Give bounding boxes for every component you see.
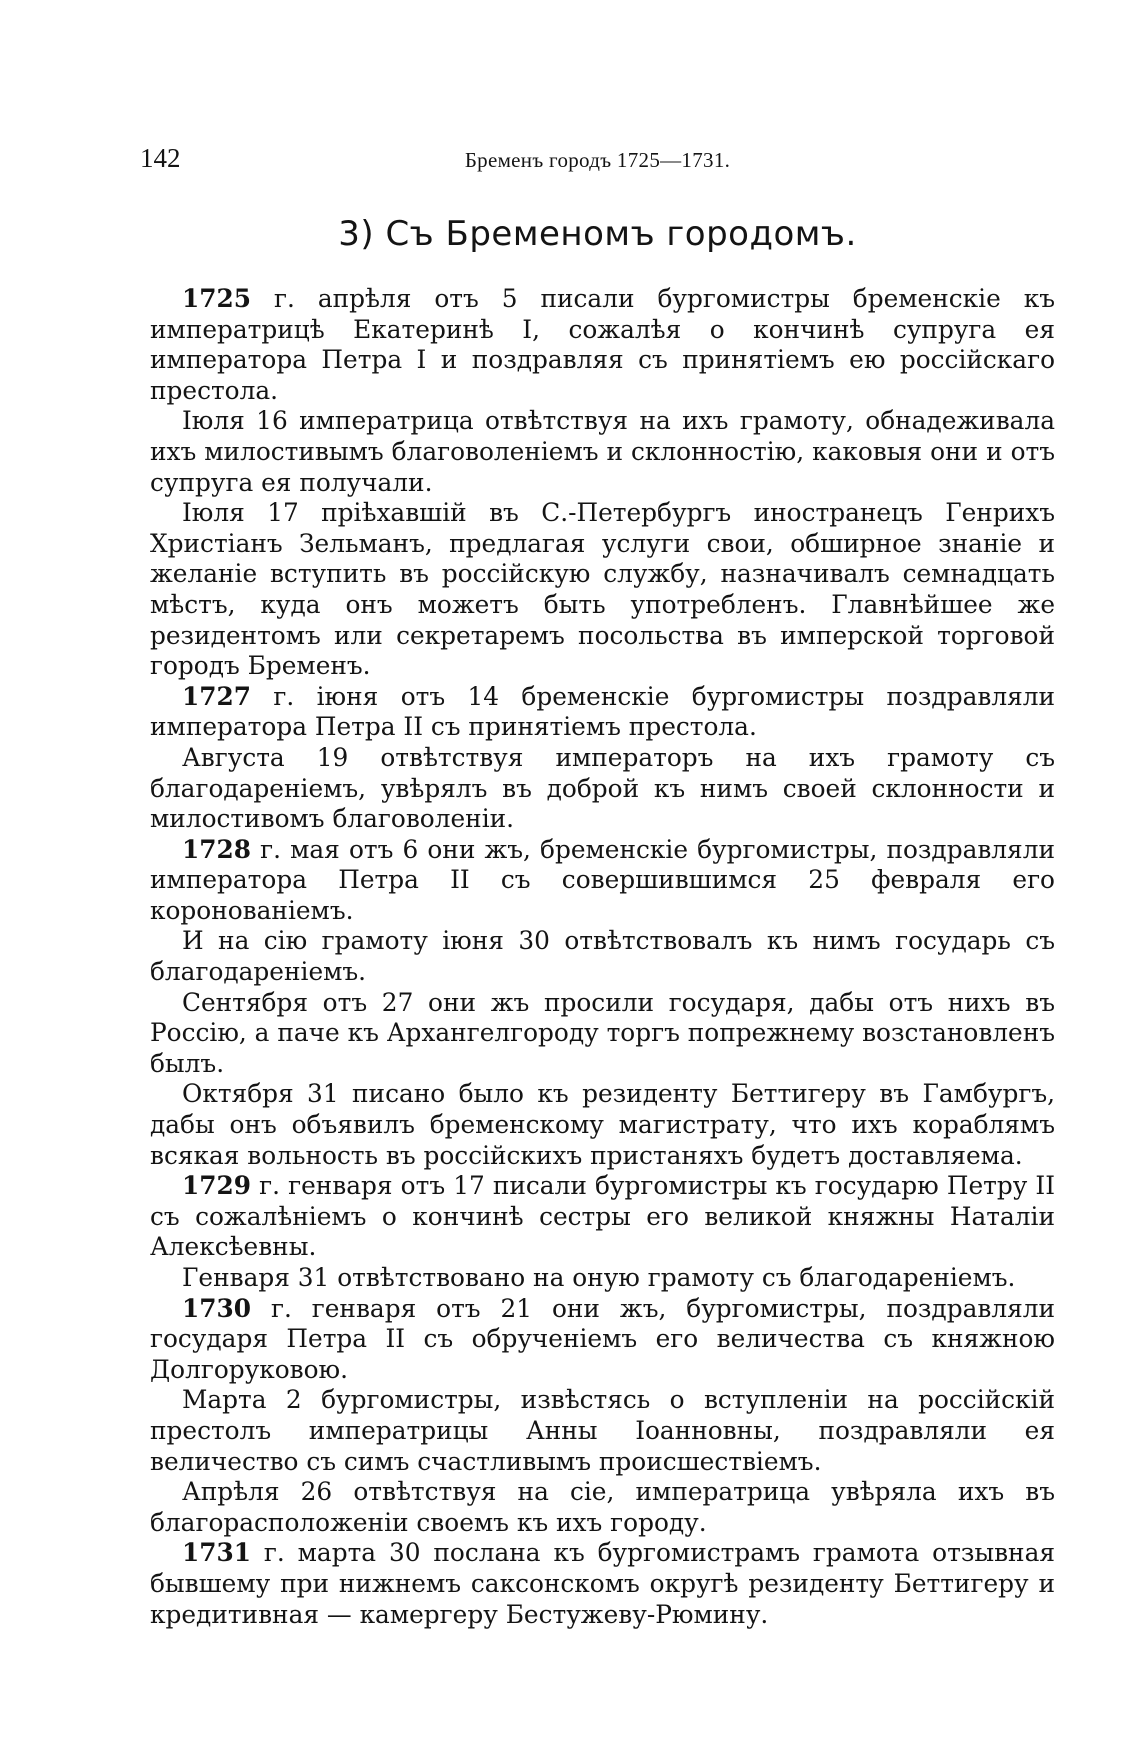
paragraph-text: г. апрѣля отъ 5 писали бургомистры бременскіе къ императрицѣ Екатеринѣ I, сожалѣя о кончинѣ супруга ея императора Петра I и поздравляя съ принятіемъ ею россійскаго престола. xyxy=(150,284,1055,405)
paragraph xyxy=(150,406,1055,498)
page-number: 142 xyxy=(140,143,181,173)
paragraph-text: Октября 31 писано было къ резиденту Беттигеру въ Гамбургъ, дабы онъ объявилъ бременскому магистрату, что ихъ кораблямъ всякая вольность въ россійскихъ пристаняхъ будетъ доставляема. xyxy=(150,1079,1055,1170)
paragraph xyxy=(150,1294,1055,1386)
year-label: 1728 xyxy=(182,834,252,864)
year-label: 1729 xyxy=(182,1171,252,1201)
paragraph xyxy=(150,835,1055,927)
paragraph-text: Апрѣля 26 отвѣтствуя на сіе, императрица увѣряла ихъ въ благорасположеніи своемъ къ ихъ городу. xyxy=(150,1477,1055,1537)
year-label: 1731 xyxy=(182,1538,252,1568)
year-label: 1725 xyxy=(182,284,252,313)
paragraph xyxy=(150,284,1055,406)
paragraph xyxy=(150,1079,1055,1171)
paragraph-text: Іюля 16 императрица отвѣтствуя на ихъ грамоту, обнадеживала ихъ милостивымъ благоволеніемъ и склонностію, каковыя они и отъ супруга ея получали. xyxy=(150,406,1055,497)
body-text xyxy=(150,284,1055,1630)
paragraph xyxy=(150,1263,1055,1294)
paragraph xyxy=(150,498,1055,682)
paragraph-text: г. генваря отъ 17 писали бургомистры къ государю Петру II съ сожалѣніемъ о кончинѣ сестры его великой княжны Наталіи Алексѣевны. xyxy=(150,1171,1055,1262)
year-label: 1730 xyxy=(182,1293,252,1323)
paragraph xyxy=(150,1477,1055,1538)
paragraph xyxy=(150,682,1055,743)
paragraph-text: г. мая отъ 6 они жъ, бременскіе бургомистры, поздравляли императора Петра II съ совершившимся 25 февраля его коронованіемъ. xyxy=(150,834,1055,925)
paragraph xyxy=(150,1171,1055,1263)
running-title: Бременъ городъ 1725—1731. xyxy=(464,148,731,172)
year-label: 1727 xyxy=(182,681,252,711)
paragraph-text: Августа 19 отвѣтствуя императоръ на ихъ грамоту съ благодареніемъ, увѣрялъ въ доброй къ нимъ своей склонности и милостивомъ благоволеніи. xyxy=(150,742,1055,834)
paragraph-text: г. іюня отъ 14 бременскіе бургомистры поздравляли императора Петра II съ принятіемъ престола. xyxy=(150,681,1055,742)
running-head xyxy=(140,142,1055,176)
paragraph-text: Марта 2 бургомистры, извѣстясь о вступленіи на россійскій престолъ императрицы Анны Іоанновны, поздравляли ея величество съ симъ счастливымъ происшествіемъ. xyxy=(150,1385,1055,1476)
paragraph-text: г. генваря отъ 21 они жъ, бургомистры, поздравляли государя Петра II съ обрученіемъ его величества съ княжною Долгоруковою. xyxy=(150,1293,1055,1384)
paragraph xyxy=(150,743,1055,835)
paragraph xyxy=(150,1538,1055,1630)
paragraph-text: Іюля 17 пріѣхавшій въ С.-Петербургъ иностранецъ Генрихъ Христіанъ Зельманъ, предлагая услуги свои, обширное знаніе и желаніе вступить въ россійскую службу, назначивалъ семнадцать мѣстъ, куда онъ можетъ быть употребленъ. Главнѣйшее же резидентомъ или секретаремъ посольства въ имперской торговой городъ Бременъ. xyxy=(150,498,1055,681)
paragraph-text: Сентября отъ 27 они жъ просили государя, дабы отъ нихъ въ Россію, а паче къ Архангелгороду торгъ попрежнему возстановленъ былъ. xyxy=(150,987,1056,1078)
section-title: 3) Съ Бременомъ городомъ. xyxy=(338,214,857,254)
paragraph xyxy=(150,926,1055,987)
paragraph-text: г. марта 30 послана къ бургомистрамъ грамота отзывная бывшему при нижнемъ саксонскомъ округѣ резиденту Беттигеру и кредитивная — камергеру Бестужеву-Рюмину. xyxy=(150,1538,1055,1629)
paragraph-text: И на сію грамоту іюня 30 отвѣтствовалъ къ нимъ государь съ благодареніемъ. xyxy=(150,926,1055,987)
paragraph xyxy=(150,1385,1055,1477)
paragraph-text: Генваря 31 отвѣтствовано на оную грамоту съ благодареніемъ. xyxy=(182,1263,1016,1292)
paragraph xyxy=(150,988,1055,1080)
